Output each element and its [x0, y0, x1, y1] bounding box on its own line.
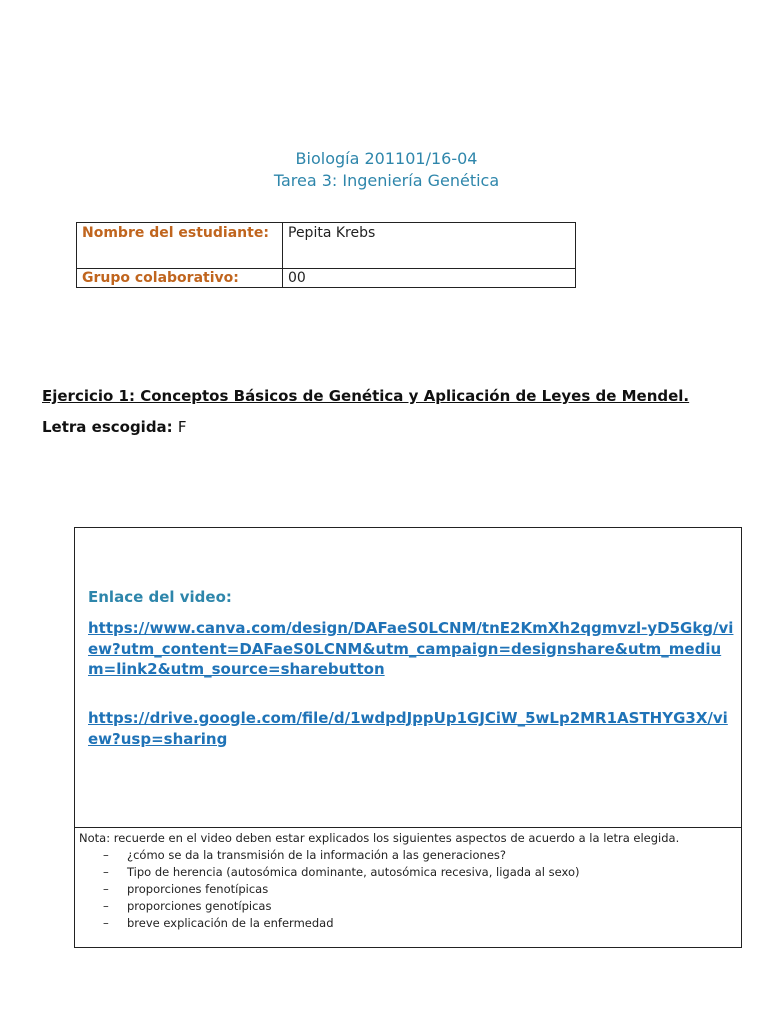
- note-item-disease: – breve explicación de la enfermedad: [103, 915, 737, 932]
- student-name-label: Nombre del estudiante:: [77, 223, 283, 269]
- group-row: [77, 269, 576, 288]
- video-link-label: Enlace del video:: [88, 588, 232, 606]
- student-info-table: [76, 222, 576, 288]
- note-item-transmission: – ¿cómo se da la transmisión de la información a las generaciones?: [103, 847, 737, 864]
- student-name-value: Pepita Krebs: [283, 223, 576, 269]
- note-text: Nota: recuerde en el video deben estar explicados los siguientes aspectos de acuerdo a la letra elegida.: [79, 831, 680, 845]
- course-title: Biología 201101/16-04: [295, 149, 478, 168]
- task-title: Tarea 3: Ingeniería Genética: [273, 171, 500, 190]
- drive-video-link[interactable]: https://drive.google.com/file/d/1wdpdJppUp1GJCiW_5wLp2MR1ASTHYG3X/view?usp=sharing: [88, 709, 728, 748]
- chosen-letter-value: F: [177, 418, 187, 436]
- chosen-letter-label: Letra escogida:: [42, 418, 173, 436]
- canva-video-link[interactable]: https://www.canva.com/design/DAFaeS0LCNM/tnE2KmXh2qgmvzl-yD5Gkg/view?utm_content=DAFaeS0LCNM&utm_campaign=designshare&utm_medium=link2&utm_source=sharebutton: [88, 619, 734, 678]
- note-item-phenotypic: – proporciones fenotípicas: [103, 881, 737, 898]
- group-value: 00: [283, 269, 576, 288]
- student-name-row: [77, 223, 576, 269]
- note-item-inheritance-type: – Tipo de herencia (autosómica dominante, autosómica recesiva, ligada al sexo): [103, 864, 737, 881]
- group-label: Grupo colaborativo:: [77, 269, 283, 288]
- exercise-heading: Ejercicio 1: Conceptos Básicos de Genética y Aplicación de Leyes de Mendel.: [42, 387, 690, 405]
- chosen-letter-line: [42, 418, 187, 436]
- note-item-genotypic: – proporciones genotípicas: [103, 898, 737, 915]
- video-link-box: [74, 527, 742, 948]
- note-section: [75, 827, 741, 947]
- note-list: [79, 847, 737, 932]
